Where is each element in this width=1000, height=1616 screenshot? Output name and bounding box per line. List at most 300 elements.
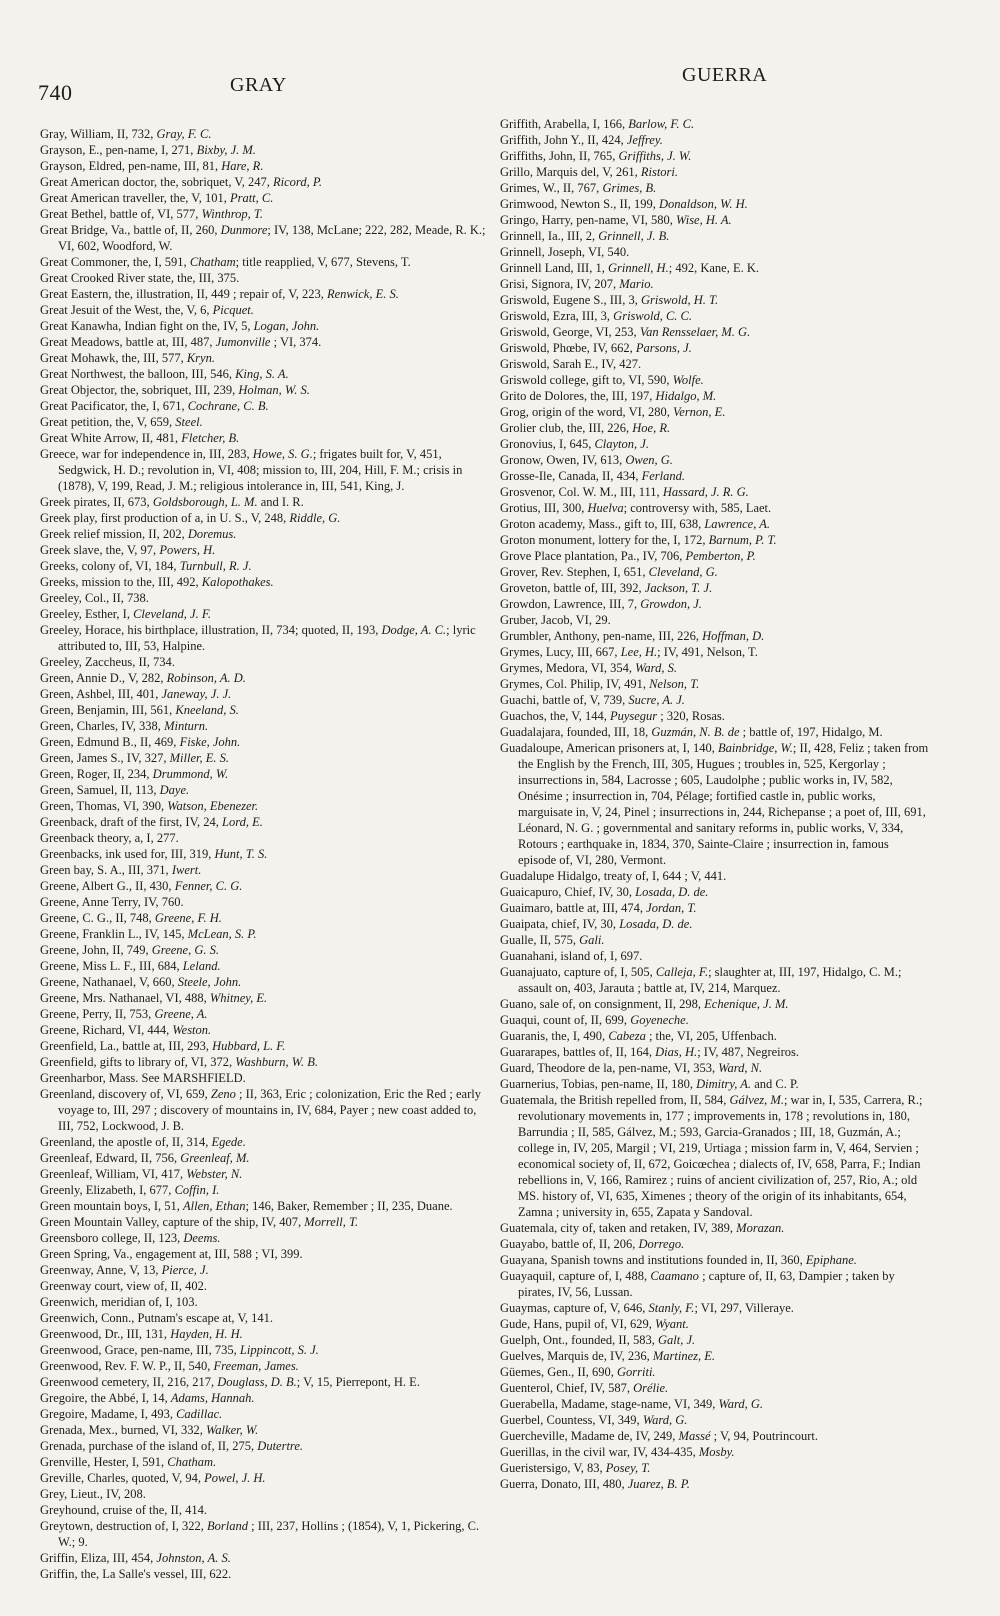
index-entry	[500, 884, 930, 900]
index-entry	[40, 302, 488, 318]
entry-heading: Greene, John, II, 749,	[40, 943, 152, 957]
entry-tail: ; III, 237, Hollins ; (1854), V, 1, Pickering, C. W.; 9.	[58, 1519, 480, 1549]
entry-author-ref: Washburn, W. B.	[235, 1055, 318, 1069]
index-entry	[40, 1406, 488, 1422]
index-entry	[40, 1518, 488, 1550]
entry-heading: Guatemala, the British repelled from, II, 584,	[500, 1093, 730, 1107]
index-entry	[500, 116, 930, 132]
index-entry	[500, 372, 930, 388]
entry-heading: Guarnerius, Tobias, pen-name, II, 180,	[500, 1077, 697, 1091]
entry-heading: Green Spring, Va., engagement at, III, 588 ; VI, 399.	[40, 1247, 303, 1261]
entry-author-ref: Barnum, P. T.	[708, 533, 777, 547]
entry-author-ref: Weston.	[172, 1023, 212, 1037]
index-entry	[40, 606, 488, 622]
index-entry	[500, 180, 930, 196]
index-entry	[40, 318, 488, 334]
index-entry	[40, 526, 488, 542]
entry-author-ref: Echenique, J. M.	[704, 997, 789, 1011]
entry-author-ref: Watson, Ebenezer.	[167, 799, 259, 813]
index-entry	[500, 1332, 930, 1348]
entry-author-ref: Kryn.	[186, 351, 215, 365]
entry-heading: Greene, Anne Terry, IV, 760.	[40, 895, 184, 909]
entry-author-ref: Dorrego.	[638, 1237, 685, 1251]
index-entry	[40, 1390, 488, 1406]
entry-tail: ; the, VI, 205, Uffenbach.	[645, 1029, 777, 1043]
entry-author-ref: Logan, John.	[253, 319, 320, 333]
index-entry	[40, 1294, 488, 1310]
entry-author-ref: Parsons, J.	[635, 341, 692, 355]
entry-heading: Groveton, battle of, III, 392,	[500, 581, 645, 595]
index-entry	[40, 1278, 488, 1294]
index-entry	[40, 558, 488, 574]
index-entry	[40, 1310, 488, 1326]
entry-heading: Gueristersigo, V, 83,	[500, 1461, 606, 1475]
entry-heading: Groton monument, lottery for the, I, 172,	[500, 533, 709, 547]
entry-heading: Green, Annie D., V, 282,	[40, 671, 167, 685]
entry-tail: ; IV, 138, McLane; 222, 282, Meade, R. K.; VI, 602, Woodford, W.	[58, 223, 486, 253]
index-entry	[500, 1092, 930, 1220]
entry-heading: Green, Edmund B., II, 469,	[40, 735, 180, 749]
entry-tail: ; controversy with, 585, Laet.	[623, 501, 772, 515]
entry-author-ref: Whitney, E.	[209, 991, 268, 1005]
entry-heading: Grayson, E., pen-name, I, 271,	[40, 143, 197, 157]
entry-heading: Green, James S., IV, 327,	[40, 751, 170, 765]
index-entry	[500, 964, 930, 996]
index-entry	[40, 430, 488, 446]
index-entry	[500, 900, 930, 916]
entry-heading: Guerbel, Countess, VI, 349,	[500, 1413, 643, 1427]
entry-author-ref: Nelson, T.	[649, 677, 700, 691]
entry-heading: Griffith, Arabella, I, 166,	[500, 117, 629, 131]
entry-heading: Grillo, Marquis del, V, 261,	[500, 165, 641, 179]
entry-heading: Guaqui, count of, II, 699,	[500, 1013, 631, 1027]
entry-tail: ; II, 428, Feliz ; taken from the English by the French, III, 305, Hugues ; troubles in, 525, Kergorlay ; insurrections in, 584, Lacrosse ; 605, Laudolphe ; public works in, IV, 582, Onésime ; insurrection in, 704, Pélage; fortified castle in, public works, marguisate in, V, 24, Pinel ; insurrections in, 244, Richepanse ; a poet of, III, 691, Léonard, N. G. ; governmental and sanitary reforms in, public works, V, 334, Rotours ; earthquake in, 1834, 370, Sainte-Claire ; insurrection in, famous episode of, VI, 280, Vermont.	[518, 741, 929, 867]
entry-author-ref: Huelva	[587, 501, 624, 515]
index-entry	[40, 1566, 488, 1582]
entry-heading: Guerillas, in the civil war, IV, 434-435,	[500, 1445, 699, 1459]
index-entry	[40, 158, 488, 174]
entry-author-ref: Clayton, J.	[594, 437, 649, 451]
entry-author-ref: Massé	[678, 1429, 711, 1443]
index-entry	[40, 334, 488, 350]
entry-heading: Guaymas, capture of, V, 646,	[500, 1301, 649, 1315]
entry-heading: Great petition, the, V, 659,	[40, 415, 176, 429]
index-entry	[500, 276, 930, 292]
entry-heading: Great Objector, the, sobriquet, III, 239,	[40, 383, 239, 397]
entry-heading: Greenback theory, a, I, 277.	[40, 831, 179, 845]
index-entry	[40, 1438, 488, 1454]
index-entry	[40, 1134, 488, 1150]
index-entry	[40, 574, 488, 590]
index-entry	[500, 948, 930, 964]
entry-heading: Greenfield, La., battle at, III, 293,	[40, 1039, 213, 1053]
running-head-left: GRAY	[230, 74, 287, 96]
index-entry	[40, 814, 488, 830]
entry-author-ref: Douglass, D. B.	[217, 1375, 297, 1389]
entry-heading: Great Jesuit of the West, the, V, 6,	[40, 303, 213, 317]
entry-heading: Greenland, the apostle of, II, 314,	[40, 1135, 212, 1149]
index-entry	[500, 1060, 930, 1076]
index-entry	[40, 734, 488, 750]
entry-author-ref: Allen, Ethan	[183, 1199, 246, 1213]
entry-author-ref: Daye.	[159, 783, 190, 797]
entry-author-ref: Miller, E. S.	[169, 751, 229, 765]
index-entry	[500, 324, 930, 340]
entry-author-ref: Powers, H.	[159, 543, 216, 557]
entry-heading: Great Commoner, the, I, 591,	[40, 255, 190, 269]
entry-heading: Greene, C. G., II, 748,	[40, 911, 155, 925]
entry-author-ref: Galt, J.	[657, 1333, 696, 1347]
index-entry	[500, 212, 930, 228]
index-entry	[500, 484, 930, 500]
index-entry	[500, 660, 930, 676]
entry-author-ref: Turnbull, R. J.	[179, 559, 252, 573]
entry-author-ref: Puysegur	[609, 709, 658, 723]
index-entry	[500, 1220, 930, 1236]
index-entry	[500, 532, 930, 548]
index-entry	[40, 542, 488, 558]
index-entry	[40, 1086, 488, 1134]
entry-tail: ; 492, Kane, E. K.	[668, 261, 759, 275]
entry-heading: Gronow, Owen, IV, 613,	[500, 453, 626, 467]
index-entry	[40, 702, 488, 718]
index-entry	[40, 766, 488, 782]
entry-heading: Guadalajara, founded, III, 18,	[500, 725, 652, 739]
entry-heading: Guercheville, Madame de, IV, 249,	[500, 1429, 679, 1443]
index-entry	[40, 1022, 488, 1038]
index-entry	[40, 1342, 488, 1358]
entry-heading: Greene, Richard, VI, 444,	[40, 1023, 173, 1037]
entry-heading: Great Pacificator, the, I, 671,	[40, 399, 188, 413]
index-entry	[500, 1428, 930, 1444]
entry-heading: Greek pirates, II, 673,	[40, 495, 153, 509]
entry-author-ref: King, S. A.	[235, 367, 289, 381]
entry-author-ref: Grimes, B.	[602, 181, 657, 195]
entry-author-ref: Hayden, H. H.	[170, 1327, 243, 1341]
entry-author-ref: Picquet.	[212, 303, 254, 317]
index-entry	[40, 1038, 488, 1054]
entry-author-ref: Ward, G.	[718, 1397, 764, 1411]
entry-heading: Griswold, Ezra, III, 3,	[500, 309, 614, 323]
entry-author-ref: Goldsborough, L. M.	[152, 495, 258, 509]
entry-author-ref: Chatham.	[167, 1455, 217, 1469]
entry-author-ref: Dutertre.	[257, 1439, 304, 1453]
entry-author-ref: Egede.	[211, 1135, 246, 1149]
index-entry	[500, 740, 930, 868]
index-entry	[500, 1476, 930, 1492]
entry-heading: Greenway, Anne, V, 13,	[40, 1263, 162, 1277]
page-number: 740	[38, 80, 73, 105]
entry-author-ref: Doremus.	[187, 527, 237, 541]
entry-author-ref: Cochrane, C. B.	[187, 399, 269, 413]
entry-author-ref: Morazan.	[736, 1221, 785, 1235]
index-entry	[40, 1358, 488, 1374]
entry-author-ref: Greenleaf, M.	[180, 1151, 250, 1165]
index-entry	[40, 718, 488, 734]
index-entry	[40, 1550, 488, 1566]
entry-heading: Guadaloupe, American prisoners at, I, 140,	[500, 741, 718, 755]
entry-heading: Guararapes, battles of, II, 164,	[500, 1045, 656, 1059]
entry-author-ref: Walker, W.	[206, 1423, 259, 1437]
entry-heading: Green, Charles, IV, 338,	[40, 719, 165, 733]
entry-heading: Guadalupe Hidalgo, treaty of, I, 644 ; V, 441.	[500, 869, 727, 883]
entry-author-ref: Hare, R.	[221, 159, 264, 173]
entry-author-ref: Steel.	[175, 415, 203, 429]
entry-heading: Great Kanawha, Indian fight on the, IV, 5,	[40, 319, 254, 333]
entry-heading: Greenwood, Grace, pen-name, III, 735,	[40, 1343, 240, 1357]
entry-author-ref: Pierce, J.	[161, 1263, 209, 1277]
entry-author-ref: Greene, A.	[154, 1007, 208, 1021]
entry-tail: ; V, 15, Pierrepont, H. E.	[296, 1375, 420, 1389]
entry-heading: Greville, Charles, quoted, V, 94,	[40, 1471, 205, 1485]
entry-heading: Groton academy, Mass., gift to, III, 638,	[500, 517, 705, 531]
index-entry	[40, 1454, 488, 1470]
entry-heading: Guachos, the, V, 144,	[500, 709, 610, 723]
entry-author-ref: Freeman, James.	[213, 1359, 299, 1373]
index-entry	[40, 910, 488, 926]
entry-heading: Guatemala, city of, taken and retaken, IV, 389,	[500, 1221, 737, 1235]
index-entry	[500, 1316, 930, 1332]
entry-heading: Green, Roger, II, 234,	[40, 767, 153, 781]
index-entry	[500, 1044, 930, 1060]
index-entry	[40, 1374, 488, 1390]
entry-heading: Grisi, Signora, IV, 207,	[500, 277, 620, 291]
entry-heading: Great Crooked River state, the, III, 375.	[40, 271, 240, 285]
entry-heading: Grayson, Eldred, pen-name, III, 81,	[40, 159, 222, 173]
index-entry	[40, 174, 488, 190]
index-entry	[40, 254, 488, 270]
entry-author-ref: Hubbard, L. F.	[212, 1039, 286, 1053]
index-entry	[500, 292, 930, 308]
index-entry	[40, 974, 488, 990]
entry-author-ref: Morrell, T.	[304, 1215, 359, 1229]
entry-author-ref: Jordan, T.	[646, 901, 697, 915]
entry-author-ref: Griswold, H. T.	[640, 293, 719, 307]
index-entry	[40, 190, 488, 206]
entry-author-ref: Gali.	[579, 933, 605, 947]
entry-heading: Guelph, Ont., founded, II, 583,	[500, 1333, 658, 1347]
entry-heading: Greene, Albert G., II, 430,	[40, 879, 175, 893]
index-entry	[500, 676, 930, 692]
entry-tail: ; slaughter at, III, 197, Hidalgo, C. M.; assault on, 403, Jarauta ; battle at, IV, 214, Marquez.	[518, 965, 902, 995]
entry-heading: Greene, Franklin L., IV, 145,	[40, 927, 188, 941]
entry-heading: Greene, Mrs. Nathanael, VI, 488,	[40, 991, 210, 1005]
index-entry	[500, 596, 930, 612]
index-entry	[40, 1262, 488, 1278]
index-entry	[500, 580, 930, 596]
entry-heading: Grymes, Medora, VI, 354,	[500, 661, 636, 675]
entry-author-ref: Johnston, A. S.	[156, 1551, 231, 1565]
index-entry	[40, 382, 488, 398]
entry-tail: ; title reapplied, V, 677, Stevens, T.	[235, 255, 411, 269]
entry-author-ref: Wise, H. A.	[676, 213, 732, 227]
entry-tail: ; frigates built for, V, 451, Sedgwick, H. D.; revolution in, VI, 408; mission to, III, 204, Hill, F. M.; crisis in (1878), V, 199, Read, J. M.; religious intolerance in, III, 541, King, J.	[58, 447, 463, 493]
entry-heading: Guano, sale of, on consignment, II, 298,	[500, 997, 705, 1011]
entry-author-ref: Riddle, G.	[289, 511, 341, 525]
index-entry	[500, 1460, 930, 1476]
index-entry	[500, 724, 930, 740]
index-entry	[40, 782, 488, 798]
entry-heading: Grog, origin of the word, VI, 280,	[500, 405, 674, 419]
entry-heading: Greenbacks, ink used for, III, 319,	[40, 847, 215, 861]
entry-author-ref: Robinson, A. D.	[166, 671, 246, 685]
index-entry	[40, 126, 488, 142]
entry-author-ref: Cadillac.	[176, 1407, 223, 1421]
index-entry	[500, 1012, 930, 1028]
entry-author-ref: Gorriti.	[617, 1365, 656, 1379]
entry-author-ref: Hoe, R.	[632, 421, 671, 435]
index-entry	[500, 244, 930, 260]
index-entry	[500, 692, 930, 708]
index-entry	[40, 1166, 488, 1182]
entry-heading: Greeks, colony of, VI, 184,	[40, 559, 180, 573]
entry-author-ref: Losada, D. de.	[619, 917, 693, 931]
index-entry	[40, 942, 488, 958]
index-entry	[500, 868, 930, 884]
index-entry	[500, 916, 930, 932]
entry-author-ref: Leland.	[182, 959, 221, 973]
entry-heading: Green, Ashbel, III, 401,	[40, 687, 162, 701]
index-entry	[500, 420, 930, 436]
entry-tail: MARSHFIELD.	[162, 1071, 246, 1085]
index-entry	[40, 846, 488, 862]
entry-heading: Great Northwest, the balloon, III, 546,	[40, 367, 236, 381]
index-entry	[500, 260, 930, 276]
entry-author-ref: Dias, H.	[655, 1045, 698, 1059]
entry-heading: Gray, William, II, 732,	[40, 127, 157, 141]
entry-heading: Green mountain boys, I, 51,	[40, 1199, 184, 1213]
entry-author-ref: Martinez, E.	[652, 1349, 716, 1363]
index-entry	[500, 228, 930, 244]
entry-heading: Green Mountain Valley, capture of the ship, IV, 407,	[40, 1215, 305, 1229]
entry-heading: Great American doctor, the, sobriquet, V, 247,	[40, 175, 274, 189]
entry-heading: Green, Thomas, VI, 390,	[40, 799, 168, 813]
entry-heading: Greene, Miss L. F., III, 684,	[40, 959, 183, 973]
entry-heading: Growdon, Lawrence, III, 7,	[500, 597, 641, 611]
entry-author-ref: Hunt, T. S.	[214, 847, 268, 861]
entry-heading: Guayana, Spanish towns and institutions founded in, II, 360,	[500, 1253, 806, 1267]
entry-heading: Great Bethel, battle of, VI, 577,	[40, 207, 202, 221]
entry-author-ref: Adams, Hannah.	[170, 1391, 255, 1405]
entry-author-ref: Jeffrey.	[626, 133, 663, 147]
index-entry	[40, 686, 488, 702]
index-entry	[40, 894, 488, 910]
entry-heading: Grenada, purchase of the island of, II, 275,	[40, 1439, 258, 1453]
entry-heading: Gude, Hans, pupil of, VI, 629,	[500, 1317, 655, 1331]
entry-author-ref: Goyeneche.	[630, 1013, 689, 1027]
entry-author-ref: Holman, W. S.	[238, 383, 310, 397]
entry-tail: and C. P.	[751, 1077, 799, 1091]
entry-heading: Greeks, mission to the, III, 492,	[40, 575, 202, 589]
index-entry	[40, 350, 488, 366]
index-entry	[500, 644, 930, 660]
entry-author-ref: Fenner, C. G.	[174, 879, 243, 893]
index-entry	[500, 1380, 930, 1396]
index-entry	[40, 830, 488, 846]
entry-author-ref: Steele, John.	[177, 975, 242, 989]
index-entry	[40, 446, 488, 494]
index-entry	[40, 926, 488, 942]
entry-author-ref: Lippincott, S. J.	[239, 1343, 319, 1357]
index-entry	[40, 878, 488, 894]
entry-heading: Grenada, Mex., burned, VI, 332,	[40, 1423, 207, 1437]
entry-author-ref: Dodge, A. C.	[381, 623, 447, 637]
index-entry	[40, 1182, 488, 1198]
entry-author-ref: Jackson, T. J.	[644, 581, 713, 595]
index-column-left	[40, 126, 488, 1582]
entry-author-ref: Lord, E.	[222, 815, 263, 829]
entry-heading: Gronovius, I, 645,	[500, 437, 595, 451]
entry-tail: and I. R.	[257, 495, 304, 509]
index-entry	[500, 1348, 930, 1364]
entry-author-ref: Calleja, F.	[655, 965, 709, 979]
entry-tail: ; V, 94, Poutrincourt.	[710, 1429, 819, 1443]
index-entry	[500, 516, 930, 532]
entry-author-ref: Ricord, P.	[273, 175, 322, 189]
index-entry	[500, 1412, 930, 1428]
entry-author-ref: Caamano	[650, 1269, 699, 1283]
entry-author-ref: Epiphane.	[805, 1253, 857, 1267]
entry-heading: Guayabo, battle of, II, 206,	[500, 1237, 639, 1251]
entry-heading: Great American traveller, the, V, 101,	[40, 191, 230, 205]
entry-author-ref: Juarez, B. P.	[627, 1477, 690, 1491]
entry-author-ref: Gálvez, M.	[729, 1093, 784, 1107]
entry-heading: Greenwood, Dr., III, 131,	[40, 1327, 171, 1341]
entry-author-ref: Iwert.	[171, 863, 202, 877]
entry-author-ref: Hidalgo, M.	[655, 389, 717, 403]
index-entry	[500, 468, 930, 484]
entry-author-ref: Griswold, C. C.	[613, 309, 693, 323]
index-entry	[40, 142, 488, 158]
index-entry	[500, 612, 930, 628]
entry-author-ref: Wolfe.	[672, 373, 704, 387]
entry-heading: Greenleaf, William, VI, 417,	[40, 1167, 187, 1181]
entry-tail: ; VI, 297, Villeraye.	[694, 1301, 794, 1315]
index-entry	[40, 510, 488, 526]
index-entry	[500, 436, 930, 452]
entry-author-ref: Pemberton, P.	[685, 549, 756, 563]
entry-heading: Gruber, Jacob, VI, 29.	[500, 613, 611, 627]
entry-heading: Green bay, S. A., III, 371,	[40, 863, 172, 877]
index-entry	[500, 1396, 930, 1412]
entry-tail: ; IV, 487, Negreiros.	[697, 1045, 800, 1059]
index-entry	[40, 1246, 488, 1262]
entry-heading: Greeley, Zaccheus, II, 734.	[40, 655, 175, 669]
entry-heading: Grotius, III, 300,	[500, 501, 588, 515]
entry-heading: Greece, war for independence in, III, 283,	[40, 447, 253, 461]
entry-heading: Grosse-Ile, Canada, II, 434,	[500, 469, 642, 483]
entry-heading: Guaimaro, battle at, III, 474,	[500, 901, 647, 915]
entry-author-ref: Howe, S. G.	[252, 447, 313, 461]
entry-author-ref: Posey, T.	[605, 1461, 651, 1475]
index-entry	[500, 996, 930, 1012]
entry-heading: Greenway court, view of, II, 402.	[40, 1279, 207, 1293]
index-entry	[40, 1150, 488, 1166]
index-entry	[500, 1236, 930, 1252]
entry-heading: Greyhound, cruise of the, II, 414.	[40, 1503, 207, 1517]
entry-author-ref: Janeway, J. J.	[161, 687, 232, 701]
index-entry	[500, 164, 930, 180]
entry-heading: Greenwich, Conn., Putnam's escape at, V, 141.	[40, 1311, 274, 1325]
index-entry	[40, 622, 488, 654]
running-head-right: GUERRA	[682, 64, 768, 86]
entry-heading: Great Meadows, battle at, III, 487,	[40, 335, 216, 349]
entry-heading: Grimes, W., II, 767,	[500, 181, 603, 195]
entry-heading: Grinnell, Ia., III, 2,	[500, 229, 599, 243]
entry-author-ref: Wyant.	[654, 1317, 689, 1331]
index-entry	[40, 1486, 488, 1502]
entry-author-ref: Dunmore	[220, 223, 268, 237]
